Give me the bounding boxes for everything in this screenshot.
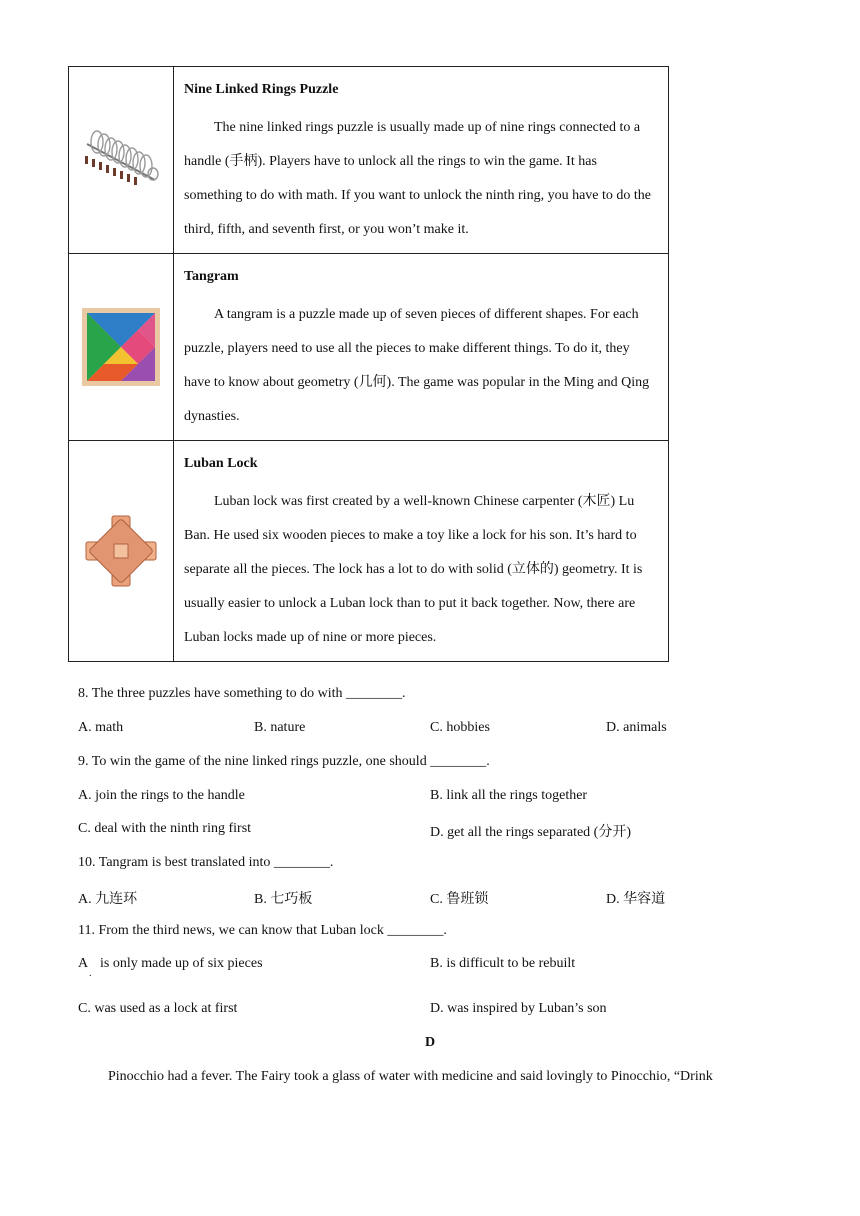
puzzle-body: The nine linked rings puzzle is usually made up of nine rings connected to a handle (手柄). Players have to unlock all the rings to win the game. It has something to do with math. If you want to unlock the ninth ring, you have to do the third, fifth, and seventh first, or you won’t make it. — [184, 120, 651, 237]
option-d: D. was inspired by Luban’s son — [430, 1001, 607, 1016]
option-c: C. was used as a lock at first — [78, 1001, 238, 1016]
tangram-icon — [82, 308, 160, 386]
puzzle-title: Nine Linked Rings Puzzle — [184, 82, 339, 97]
puzzle-body: Luban lock was first created by a well-known Chinese carpenter (木匠) Lu Ban. He used six wooden pieces to make a toy like a lock for his son. It’s hard to separate all the pieces. The lock has a lot to do with solid (立体的) geometry. It is usually easier to unlock a Luban lock than to put it back together. Now, there are Luban locks made up of nine or more pieces. — [184, 494, 643, 645]
option-c: C. 鲁班锁 — [430, 892, 489, 907]
option-d: D. animals — [606, 720, 667, 735]
text-cell — [174, 67, 669, 254]
option-a: A. 九连环 — [78, 892, 138, 907]
text-cell — [174, 441, 669, 662]
table-row — [69, 441, 669, 662]
option-b: B. 七巧板 — [254, 892, 313, 907]
option-b: B. link all the rings together — [430, 788, 588, 803]
luban-lock-icon — [84, 514, 158, 588]
puzzle-table — [68, 66, 669, 662]
section-label: D — [424, 1035, 436, 1050]
image-cell — [69, 67, 174, 254]
question-9: 9. To win the game of the nine linked rings puzzle, one should ________. — [78, 754, 490, 769]
puzzle-body: A tangram is a puzzle made up of seven pieces of different shapes. For each puzzle, players need to use all the pieces to make different things. To do it, they have to know about geometry (几何). The game was popular in the Ming and Qing dynasties. — [184, 307, 650, 424]
image-cell — [69, 254, 174, 441]
question-11: 11. From the third news, we can know that Luban lock ________. — [78, 923, 447, 938]
stray-dot: . — [89, 968, 92, 979]
puzzle-title: Tangram — [184, 269, 239, 284]
table-row — [69, 254, 669, 441]
passage-start: Pinocchio had a fever. The Fairy took a glass of water with medicine and said lovingly to Pinocchio, “Drink — [108, 1069, 713, 1084]
puzzle-title: Luban Lock — [184, 456, 258, 471]
question-8: 8. The three puzzles have something to do with ________. — [78, 686, 406, 701]
option-a: A. math — [78, 720, 124, 735]
image-cell — [69, 441, 174, 662]
option-a: A. join the rings to the handle — [78, 788, 245, 803]
table-row — [69, 67, 669, 254]
option-b: B. nature — [254, 720, 306, 735]
option-c: C. deal with the ninth ring first — [78, 821, 252, 836]
question-10: 10. Tangram is best translated into ________. — [78, 855, 334, 870]
option-d: D. 华容道 — [606, 892, 666, 907]
option-c: C. hobbies — [430, 720, 490, 735]
option-a: is only made up of six pieces — [100, 956, 263, 971]
option-a-letter: A — [78, 956, 89, 971]
option-d: D. get all the rings separated (分开) — [430, 825, 631, 840]
nine-rings-icon — [81, 128, 161, 192]
option-b: B. is difficult to be rebuilt — [430, 956, 576, 971]
text-cell — [174, 254, 669, 441]
